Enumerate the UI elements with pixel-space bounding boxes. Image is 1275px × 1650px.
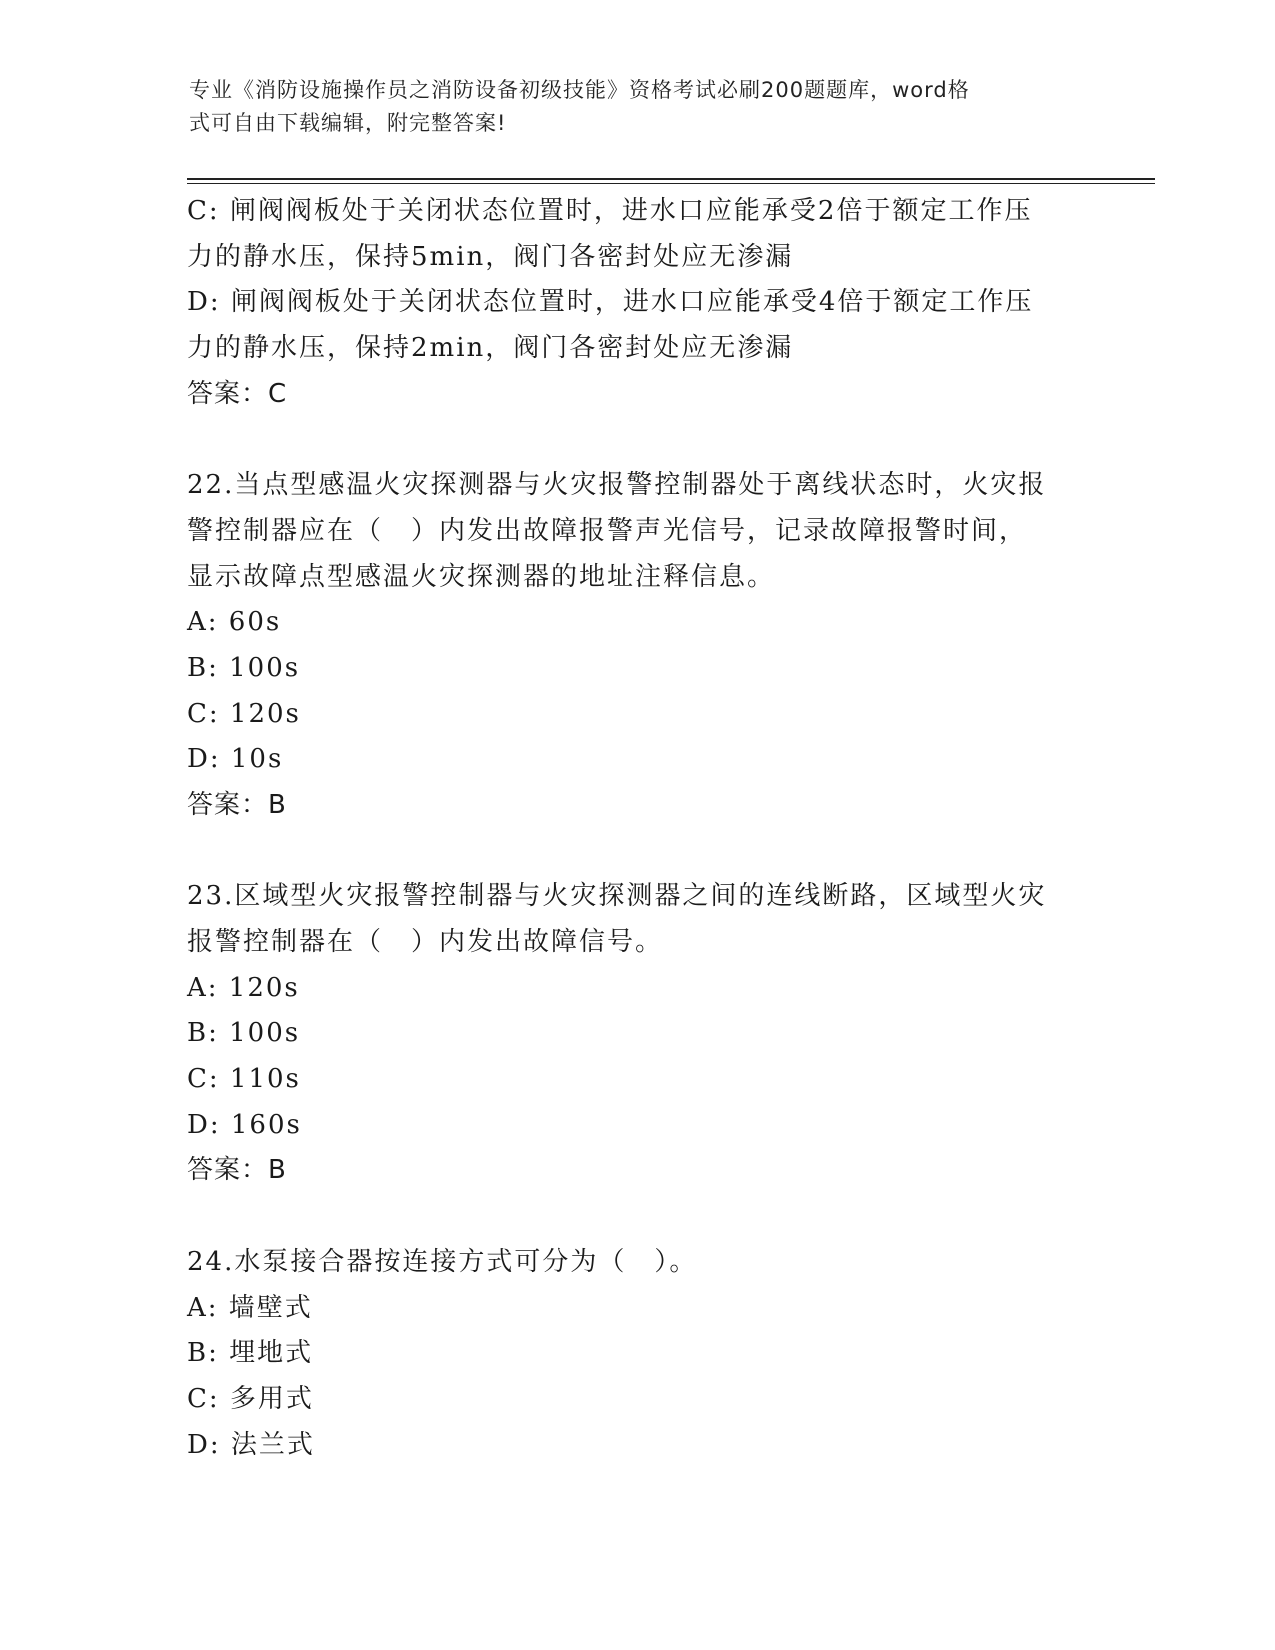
- question-22: [187, 463, 1087, 829]
- spacer: [187, 829, 1087, 875]
- option-d-line-1: D: 闸阀阀板处于关闭状态位置时，进水口应能承受4倍于额定工作压: [187, 287, 1034, 318]
- question-content: [187, 189, 1087, 1468]
- header-divider-thin: [187, 183, 1155, 184]
- question-23-option-c: C: 110s: [187, 1064, 301, 1095]
- answer-21: 答案：C: [187, 378, 288, 409]
- question-21-continued: [187, 189, 1087, 417]
- spacer: [187, 1194, 1087, 1240]
- option-c-line-1: C: 闸阀阀板处于关闭状态位置时，进水口应能承受2倍于额定工作压: [187, 196, 1033, 226]
- question-22-stem-line-2: 警控制器应在（ ）内发出故障报警声光信号，记录故障报警时间，: [187, 515, 1028, 546]
- question-23-option-b: B: 100s: [187, 1018, 301, 1049]
- question-22-option-a: A: 60s: [187, 607, 282, 638]
- question-23-stem-line-2: 报警控制器在（ ）内发出故障信号。: [187, 927, 664, 957]
- answer-22: 答案：B: [187, 789, 287, 820]
- question-22-option-d: D: 10s: [187, 744, 284, 775]
- document-header: [189, 74, 1069, 140]
- question-23-stem-line-1: 23.区域型火灾报警控制器与火灾探测器之间的连线断路，区域型火灾: [187, 881, 1047, 912]
- question-24-option-b: B: 埋地式: [187, 1338, 314, 1369]
- question-22-option-b: B: 100s: [187, 652, 301, 683]
- question-23-option-d: D: 160s: [187, 1109, 302, 1140]
- question-22-option-c: C: 120s: [187, 698, 301, 729]
- question-23: [187, 874, 1087, 1194]
- question-24-option-c: C: 多用式: [187, 1383, 314, 1414]
- header-divider-thick: [187, 178, 1155, 180]
- option-d-line-2: 力的静水压，保持2min，阀门各密封处应无渗漏: [187, 333, 794, 364]
- question-24-stem-line-1: 24.水泵接合器按连接方式可分为（ ）。: [187, 1246, 698, 1277]
- question-24: [187, 1240, 1087, 1468]
- question-23-option-a: A: 120s: [187, 972, 300, 1003]
- option-c-line-2: 力的静水压，保持5min，阀门各密封处应无渗漏: [187, 241, 794, 272]
- question-22-stem-line-1: 22.当点型感温火灾探测器与火灾报警控制器处于离线状态时，火灾报: [187, 470, 1047, 501]
- header-line-1: 专业《消防设施操作员之消防设备初级技能》资格考试必刷200题题库，word格: [189, 78, 970, 102]
- question-24-option-d: D: 法兰式: [187, 1429, 315, 1460]
- spacer: [187, 417, 1087, 463]
- answer-23: 答案：B: [187, 1155, 287, 1186]
- question-22-stem-line-3: 显示故障点型感温火灾探测器的地址注释信息。: [187, 561, 776, 592]
- question-24-option-a: A: 墙壁式: [187, 1292, 313, 1323]
- header-line-2: 式可自由下载编辑，附完整答案!: [189, 111, 507, 135]
